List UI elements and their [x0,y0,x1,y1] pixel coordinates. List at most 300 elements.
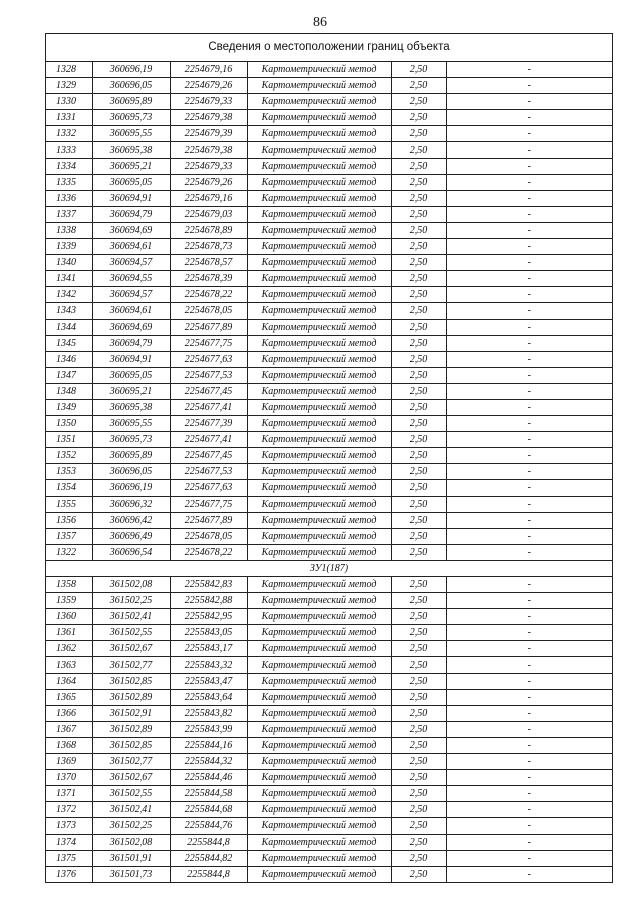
y-coordinate-cell: 2254679,26 [170,78,247,94]
y-coordinate-cell: 2254678,57 [170,255,247,271]
table-row [46,705,612,721]
method-cell: Картометрический метод [247,351,391,367]
accuracy-cell: 2,50 [391,399,446,415]
accuracy-cell: 2,50 [391,818,446,834]
accuracy-cell: 2,50 [391,528,446,544]
accuracy-cell: 2,50 [391,802,446,818]
x-coordinate-cell: 361501,73 [92,866,170,882]
x-coordinate-cell: 361502,41 [92,802,170,818]
method-cell: Картометрический метод [247,754,391,770]
accuracy-cell: 2,50 [391,62,446,78]
table-row [46,850,612,866]
point-number-cell: 1354 [46,480,92,496]
method-cell: Картометрический метод [247,206,391,222]
table-row [46,673,612,689]
accuracy-cell: 2,50 [391,609,446,625]
x-coordinate-cell: 361501,91 [92,850,170,866]
table-row [46,464,612,480]
description-cell: - [446,78,612,94]
point-number-cell: 1346 [46,351,92,367]
y-coordinate-cell: 2255842,83 [170,577,247,593]
description-cell: - [446,416,612,432]
y-coordinate-cell: 2255843,64 [170,689,247,705]
accuracy-cell: 2,50 [391,464,446,480]
accuracy-cell: 2,50 [391,287,446,303]
method-cell: Картометрический метод [247,593,391,609]
description-cell: - [446,158,612,174]
accuracy-cell: 2,50 [391,174,446,190]
method-cell: Картометрический метод [247,287,391,303]
y-coordinate-cell: 2254679,16 [170,190,247,206]
method-cell: Картометрический метод [247,190,391,206]
table-row [46,544,612,560]
description-cell: - [446,512,612,528]
y-coordinate-cell: 2255843,17 [170,641,247,657]
x-coordinate-cell: 360695,55 [92,416,170,432]
x-coordinate-cell: 360694,57 [92,287,170,303]
description-cell: - [446,850,612,866]
accuracy-cell: 2,50 [391,480,446,496]
table-row [46,496,612,512]
description-cell: - [446,432,612,448]
description-cell: - [446,142,612,158]
y-coordinate-cell: 2255844,82 [170,850,247,866]
accuracy-cell: 2,50 [391,834,446,850]
table-row [46,271,612,287]
x-coordinate-cell: 360695,73 [92,110,170,126]
table-row [46,255,612,271]
accuracy-cell: 2,50 [391,657,446,673]
table-row [46,94,612,110]
description-cell: - [446,673,612,689]
x-coordinate-cell: 361502,77 [92,657,170,673]
y-coordinate-cell: 2254677,75 [170,496,247,512]
table-row [46,190,612,206]
method-cell: Картометрический метод [247,222,391,238]
method-cell: Картометрический метод [247,657,391,673]
x-coordinate-cell: 360695,21 [92,158,170,174]
method-cell: Картометрический метод [247,142,391,158]
y-coordinate-cell: 2254677,89 [170,319,247,335]
table-row [46,737,612,753]
x-coordinate-cell: 360695,55 [92,126,170,142]
accuracy-cell: 2,50 [391,142,446,158]
table-row [46,802,612,818]
accuracy-cell: 2,50 [391,673,446,689]
point-number-cell: 1329 [46,78,92,94]
table-row [46,335,612,351]
y-coordinate-cell: 2254678,39 [170,271,247,287]
y-coordinate-cell: 2254678,22 [170,287,247,303]
accuracy-cell: 2,50 [391,126,446,142]
description-cell: - [446,271,612,287]
method-cell: Картометрический метод [247,625,391,641]
method-cell: Картометрический метод [247,110,391,126]
point-number-cell: 1331 [46,110,92,126]
accuracy-cell: 2,50 [391,786,446,802]
y-coordinate-cell: 2254679,26 [170,174,247,190]
accuracy-cell: 2,50 [391,190,446,206]
y-coordinate-cell: 2254677,45 [170,448,247,464]
method-cell: Картометрический метод [247,544,391,560]
table-row [46,625,612,641]
description-cell: - [446,464,612,480]
accuracy-cell: 2,50 [391,271,446,287]
y-coordinate-cell: 2254679,16 [170,62,247,78]
table-row [46,303,612,319]
y-coordinate-cell: 2255842,88 [170,593,247,609]
table-title: Сведения о местоположении границ объекта [46,34,612,62]
description-cell: - [446,625,612,641]
x-coordinate-cell: 361502,55 [92,625,170,641]
accuracy-cell: 2,50 [391,577,446,593]
description-cell: - [446,255,612,271]
accuracy-cell: 2,50 [391,737,446,753]
x-coordinate-cell: 361502,08 [92,834,170,850]
x-coordinate-cell: 361502,25 [92,593,170,609]
accuracy-cell: 2,50 [391,641,446,657]
point-number-cell: 1344 [46,319,92,335]
table-row [46,367,612,383]
x-coordinate-cell: 360696,49 [92,528,170,544]
table-row [46,657,612,673]
point-number-cell: 1328 [46,62,92,78]
y-coordinate-cell: 2254677,41 [170,399,247,415]
point-number-cell: 1350 [46,416,92,432]
method-cell: Картометрический метод [247,609,391,625]
point-number-cell: 1345 [46,335,92,351]
accuracy-cell: 2,50 [391,754,446,770]
x-coordinate-cell: 361502,55 [92,786,170,802]
coordinates-table [46,62,612,883]
x-coordinate-cell: 360694,69 [92,222,170,238]
coordinates-table-body [46,62,612,882]
method-cell: Картометрический метод [247,126,391,142]
table-row [46,528,612,544]
point-number-cell: 1334 [46,158,92,174]
method-cell: Картометрический метод [247,496,391,512]
method-cell: Картометрический метод [247,416,391,432]
method-cell: Картометрический метод [247,399,391,415]
description-cell: - [446,818,612,834]
accuracy-cell: 2,50 [391,721,446,737]
table-row [46,448,612,464]
point-number-cell: 1363 [46,657,92,673]
method-cell: Картометрический метод [247,480,391,496]
method-cell: Картометрический метод [247,721,391,737]
table-row [46,174,612,190]
table-row [46,512,612,528]
description-cell: - [446,705,612,721]
method-cell: Картометрический метод [247,94,391,110]
method-cell: Картометрический метод [247,802,391,818]
y-coordinate-cell: 2254677,41 [170,432,247,448]
method-cell: Картометрический метод [247,367,391,383]
point-number-cell: 1368 [46,737,92,753]
x-coordinate-cell: 360694,61 [92,303,170,319]
boundary-table-frame [45,33,613,883]
method-cell: Картометрический метод [247,737,391,753]
x-coordinate-cell: 360694,79 [92,335,170,351]
y-coordinate-cell: 2254677,53 [170,367,247,383]
table-row [46,641,612,657]
accuracy-cell: 2,50 [391,432,446,448]
point-number-cell: 1359 [46,593,92,609]
accuracy-cell: 2,50 [391,367,446,383]
method-cell: Картометрический метод [247,512,391,528]
description-cell: - [446,287,612,303]
description-cell: - [446,222,612,238]
point-number-cell: 1360 [46,609,92,625]
point-number-cell: 1322 [46,544,92,560]
method-cell: Картометрический метод [247,641,391,657]
accuracy-cell: 2,50 [391,416,446,432]
point-number-cell: 1373 [46,818,92,834]
table-row [46,689,612,705]
y-coordinate-cell: 2254679,03 [170,206,247,222]
table-row [46,416,612,432]
description-cell: - [446,802,612,818]
point-number-cell: 1370 [46,770,92,786]
x-coordinate-cell: 360696,42 [92,512,170,528]
point-number-cell: 1362 [46,641,92,657]
point-number-cell: 1337 [46,206,92,222]
description-cell: - [446,480,612,496]
description-cell: - [446,689,612,705]
y-coordinate-cell: 2254677,75 [170,335,247,351]
x-coordinate-cell: 361502,89 [92,689,170,705]
y-coordinate-cell: 2254677,53 [170,464,247,480]
y-coordinate-cell: 2255843,32 [170,657,247,673]
x-coordinate-cell: 361502,67 [92,641,170,657]
section-header-row [46,560,612,576]
description-cell: - [446,383,612,399]
point-number-cell: 1338 [46,222,92,238]
accuracy-cell: 2,50 [391,625,446,641]
table-row [46,142,612,158]
point-number-cell: 1347 [46,367,92,383]
y-coordinate-cell: 2254679,33 [170,158,247,174]
point-number-cell: 1348 [46,383,92,399]
accuracy-cell: 2,50 [391,593,446,609]
method-cell: Картометрический метод [247,866,391,882]
y-coordinate-cell: 2255844,46 [170,770,247,786]
page-number: 86 [313,15,327,30]
point-number-cell: 1343 [46,303,92,319]
point-number-cell: 1372 [46,802,92,818]
accuracy-cell: 2,50 [391,319,446,335]
accuracy-cell: 2,50 [391,512,446,528]
point-number-cell: 1351 [46,432,92,448]
accuracy-cell: 2,50 [391,496,446,512]
y-coordinate-cell: 2254677,39 [170,416,247,432]
description-cell: - [446,593,612,609]
method-cell: Картометрический метод [247,303,391,319]
table-row [46,158,612,174]
accuracy-cell: 2,50 [391,866,446,882]
table-row [46,399,612,415]
table-row [46,110,612,126]
method-cell: Картометрический метод [247,850,391,866]
description-cell: - [446,834,612,850]
point-number-cell: 1342 [46,287,92,303]
accuracy-cell: 2,50 [391,239,446,255]
table-row [46,62,612,78]
method-cell: Картометрический метод [247,62,391,78]
accuracy-cell: 2,50 [391,770,446,786]
point-number-cell: 1330 [46,94,92,110]
method-cell: Картометрический метод [247,770,391,786]
description-cell: - [446,544,612,560]
y-coordinate-cell: 2254679,38 [170,142,247,158]
table-row [46,577,612,593]
x-coordinate-cell: 360694,61 [92,239,170,255]
method-cell: Картометрический метод [247,834,391,850]
accuracy-cell: 2,50 [391,351,446,367]
accuracy-cell: 2,50 [391,544,446,560]
table-row [46,432,612,448]
table-row [46,754,612,770]
y-coordinate-cell: 2254677,63 [170,351,247,367]
y-coordinate-cell: 2254679,38 [170,110,247,126]
y-coordinate-cell: 2255843,47 [170,673,247,689]
description-cell: - [446,94,612,110]
method-cell: Картометрический метод [247,271,391,287]
accuracy-cell: 2,50 [391,689,446,705]
method-cell: Картометрический метод [247,335,391,351]
x-coordinate-cell: 360694,69 [92,319,170,335]
table-row [46,609,612,625]
description-cell: - [446,351,612,367]
x-coordinate-cell: 360695,05 [92,174,170,190]
description-cell: - [446,448,612,464]
point-number-cell: 1374 [46,834,92,850]
description-cell: - [446,496,612,512]
y-coordinate-cell: 2255844,76 [170,818,247,834]
description-cell: - [446,786,612,802]
y-coordinate-cell: 2254678,73 [170,239,247,255]
table-row [46,818,612,834]
description-cell: - [446,754,612,770]
x-coordinate-cell: 361502,89 [92,721,170,737]
accuracy-cell: 2,50 [391,206,446,222]
description-cell: - [446,641,612,657]
method-cell: Картометрический метод [247,255,391,271]
description-cell: - [446,577,612,593]
point-number-cell: 1369 [46,754,92,770]
description-cell: - [446,319,612,335]
x-coordinate-cell: 360694,57 [92,255,170,271]
point-number-cell: 1356 [46,512,92,528]
description-cell: - [446,399,612,415]
x-coordinate-cell: 360696,05 [92,464,170,480]
point-number-cell: 1358 [46,577,92,593]
point-number-cell: 1349 [46,399,92,415]
point-number-cell: 1339 [46,239,92,255]
point-number-cell: 1375 [46,850,92,866]
accuracy-cell: 2,50 [391,335,446,351]
accuracy-cell: 2,50 [391,303,446,319]
y-coordinate-cell: 2255842,95 [170,609,247,625]
method-cell: Картометрический метод [247,432,391,448]
y-coordinate-cell: 2254677,89 [170,512,247,528]
description-cell: - [446,190,612,206]
y-coordinate-cell: 2255844,8 [170,834,247,850]
method-cell: Картометрический метод [247,577,391,593]
y-coordinate-cell: 2254678,22 [170,544,247,560]
table-row [46,480,612,496]
x-coordinate-cell: 360696,54 [92,544,170,560]
accuracy-cell: 2,50 [391,705,446,721]
point-number-cell: 1355 [46,496,92,512]
point-number-cell: 1361 [46,625,92,641]
method-cell: Картометрический метод [247,528,391,544]
x-coordinate-cell: 360695,73 [92,432,170,448]
description-cell: - [446,737,612,753]
accuracy-cell: 2,50 [391,255,446,271]
table-row [46,287,612,303]
table-row [46,834,612,850]
accuracy-cell: 2,50 [391,110,446,126]
description-cell: - [446,866,612,882]
x-coordinate-cell: 360694,91 [92,351,170,367]
x-coordinate-cell: 361502,77 [92,754,170,770]
x-coordinate-cell: 360696,32 [92,496,170,512]
description-cell: - [446,721,612,737]
accuracy-cell: 2,50 [391,383,446,399]
x-coordinate-cell: 360696,19 [92,62,170,78]
description-cell: - [446,770,612,786]
method-cell: Картометрический метод [247,448,391,464]
x-coordinate-cell: 361502,85 [92,737,170,753]
table-row [46,239,612,255]
description-cell: - [446,206,612,222]
y-coordinate-cell: 2255844,16 [170,737,247,753]
point-number-cell: 1340 [46,255,92,271]
method-cell: Картометрический метод [247,383,391,399]
x-coordinate-cell: 360695,05 [92,367,170,383]
x-coordinate-cell: 360696,19 [92,480,170,496]
table-row [46,319,612,335]
table-row [46,383,612,399]
point-number-cell: 1367 [46,721,92,737]
x-coordinate-cell: 361502,25 [92,818,170,834]
x-coordinate-cell: 360695,89 [92,94,170,110]
description-cell: - [446,657,612,673]
point-number-cell: 1357 [46,528,92,544]
point-number-cell: 1341 [46,271,92,287]
method-cell: Картометрический метод [247,239,391,255]
section-label: ЗУ1(187) [46,560,612,576]
point-number-cell: 1365 [46,689,92,705]
accuracy-cell: 2,50 [391,94,446,110]
x-coordinate-cell: 361502,85 [92,673,170,689]
description-cell: - [446,335,612,351]
accuracy-cell: 2,50 [391,448,446,464]
description-cell: - [446,62,612,78]
y-coordinate-cell: 2255844,32 [170,754,247,770]
point-number-cell: 1352 [46,448,92,464]
x-coordinate-cell: 361502,41 [92,609,170,625]
accuracy-cell: 2,50 [391,78,446,94]
method-cell: Картометрический метод [247,78,391,94]
y-coordinate-cell: 2255844,58 [170,786,247,802]
accuracy-cell: 2,50 [391,222,446,238]
method-cell: Картометрический метод [247,158,391,174]
table-row [46,78,612,94]
x-coordinate-cell: 361502,08 [92,577,170,593]
point-number-cell: 1371 [46,786,92,802]
